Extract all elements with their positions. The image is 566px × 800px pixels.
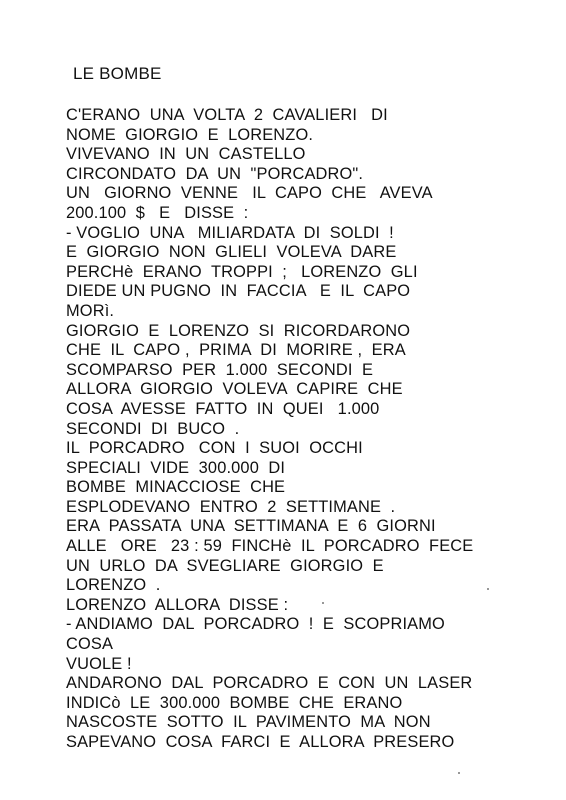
text-line: DIEDE UN PUGNO IN FACCIA E IL CAPO: [66, 282, 411, 301]
text-line: MORì.: [66, 301, 115, 320]
text-line: ANDARONO DAL PORCADRO E CON UN LASER: [66, 674, 473, 693]
text-line: SPECIALI VIDE 300.000 DI: [66, 458, 286, 477]
text-line: CIRCONDATO DA UN "PORCADRO".: [66, 164, 364, 183]
scan-speck: [458, 772, 460, 774]
text-line: ERA PASSATA UNA SETTIMANA E 6 GIORNI: [66, 517, 436, 536]
text-line: ALLE ORE 23 : 59 FINCHè IL PORCADRO FECE: [66, 537, 474, 556]
story-text: [66, 106, 473, 753]
text-line: PERCHè ERANO TROPPI ; LORENZO GLI: [66, 262, 418, 281]
text-line: SECONDI DI BUCO .: [66, 419, 240, 438]
text-line: BOMBE MINACCIOSE CHE: [66, 478, 286, 497]
text-line: - VOGLIO UNA MILIARDATA DI SOLDI !: [66, 223, 394, 242]
text-line: E GIORGIO NON GLIELI VOLEVA DARE: [66, 243, 397, 262]
text-line: CHE IL CAPO , PRIMA DI MORIRE , ERA: [66, 341, 406, 360]
text-line: COSA: [66, 635, 114, 654]
text-line: UN URLO DA SVEGLIARE GIORGIO E: [66, 556, 384, 575]
text-line: COSA AVESSE FATTO IN QUEI 1.000: [66, 399, 380, 418]
text-line: C'ERANO UNA VOLTA 2 CAVALIERI DI: [66, 106, 388, 124]
scan-speck: [322, 602, 324, 604]
text-line: NASCOSTE SOTTO IL PAVIMENTO MA NON: [66, 713, 431, 732]
text-line: INDICò LE 300.000 BOMBE CHE ERANO: [66, 693, 403, 712]
text-line: VIVEVANO IN UN CASTELLO: [66, 145, 306, 164]
text-line: LORENZO ALLORA DISSE :: [66, 595, 289, 614]
document-title: LE BOMBE: [73, 64, 162, 83]
text-line: - ANDIAMO DAL PORCADRO ! E SCOPRIAMO: [66, 615, 445, 634]
scan-speck: [487, 588, 489, 590]
text-line: LORENZO .: [66, 576, 161, 595]
text-line: 200.100 $ E DISSE :: [66, 203, 249, 222]
text-line: NOME GIORGIO E LORENZO.: [66, 125, 314, 144]
text-line: ESPLODEVANO ENTRO 2 SETTIMANE .: [66, 497, 396, 516]
text-line: SCOMPARSO PER 1.000 SECONDI E: [66, 360, 374, 379]
text-line: VUOLE !: [66, 654, 132, 673]
text-line: IL PORCADRO CON I SUOI OCCHI: [66, 439, 363, 458]
text-line: ALLORA GIORGIO VOLEVA CAPIRE CHE: [66, 380, 403, 399]
text-line: UN GIORNO VENNE IL CAPO CHE AVEVA: [66, 184, 433, 203]
text-line: GIORGIO E LORENZO SI RICORDARONO: [66, 321, 411, 340]
text-line: SAPEVANO COSA FARCI E ALLORA PRESERO: [66, 733, 455, 751]
